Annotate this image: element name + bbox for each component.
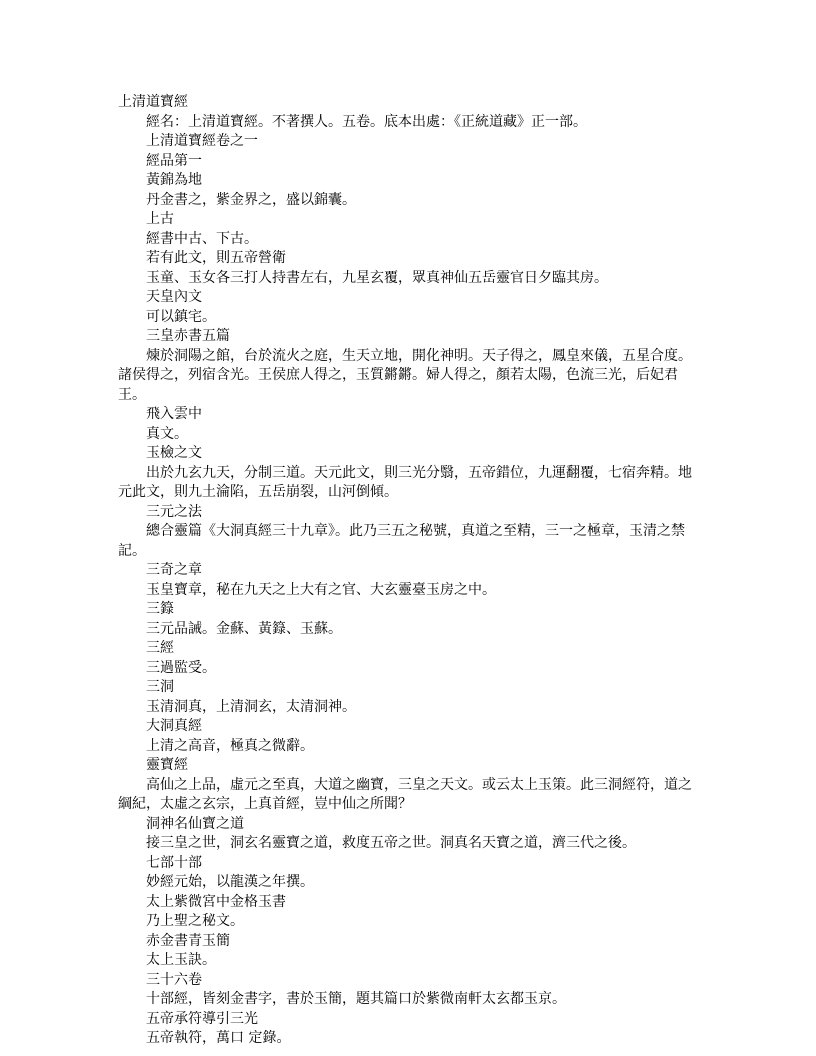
text-line: 飛入雲中	[146, 406, 202, 422]
text-line: 赤金書青玉簡	[146, 932, 230, 949]
text-line: 天皇內文	[146, 289, 202, 305]
text-line: 三經	[146, 640, 174, 656]
document-title: 上清道寶經	[118, 94, 188, 110]
text-line: 乃上聖之秘文。	[146, 913, 244, 929]
text-line: 太上紫微宮中金格玉書	[146, 893, 286, 910]
text-line: 三元品誡。金蘇、黃籙、玉蘇。	[146, 620, 342, 637]
text-line: 丹金書之，紫金界之，盛以錦囊。	[146, 191, 356, 208]
text-line: 五帝執符，萬口 定錄。	[146, 1030, 291, 1046]
text-line: 經名：上清道寶經。不著撰人。五卷。底本出處：《正統道藏》正一部。	[146, 113, 587, 130]
text-line: 煉於洞陽之館，台於流火之庭，生天立地，開化神明。天子得之，鳳皇來儀，五星合度。諸侯得之，列宿含光。王侯庶人得之，玉質鏘鏘。婦人得之，顏若太陽，色流三光，后妃君王。	[118, 347, 692, 403]
text-line: 接三皇之世，洞玄名靈寶之道，救度五帝之世。洞真名天寶之道，濟三代之後。	[146, 835, 636, 851]
text-line: 上清道寶經卷之一	[146, 133, 258, 149]
text-line: 經書中古、下古。	[146, 230, 258, 247]
text-line: 三皇赤書五篇	[146, 328, 230, 344]
text-line: 總合靈篇《大洞真經三十九章》。此乃三五之秘號，真道之至精，三一之極章，玉清之禁記。	[118, 523, 685, 559]
text-line: 太上玉訣。	[146, 952, 216, 968]
text-line: 玉檢之文	[146, 445, 202, 461]
text-line: 高仙之上品，虛元之至真，大道之幽寶，三皇之天文。或云太上玉策。此三洞經符，道之綱紀，太虛之玄宗，上真首經，豈中仙之所聞？	[118, 776, 692, 812]
text-line: 可以鎮宅。	[146, 308, 216, 325]
text-line: 三奇之章	[146, 562, 202, 578]
text-line: 七部十部	[146, 854, 202, 871]
text-line: 五帝承符導引三光	[146, 1010, 258, 1027]
text-line: 玉清洞真，上清洞玄，太清洞神。	[146, 698, 356, 715]
text-line: 十部經，皆刻金書字，書於玉簡，題其篇口於紫微南軒太玄都玉京。	[146, 991, 566, 1007]
text-line: 三元之法	[146, 503, 202, 520]
text-line: 靈寶經	[146, 757, 188, 773]
document-page	[118, 93, 702, 1049]
text-line: 妙經元始，以龍漢之年撰。	[146, 874, 314, 890]
text-line: 三洞	[146, 679, 174, 695]
text-line: 若有此文，則五帝營衛	[146, 250, 286, 266]
text-line: 玉童、玉女各三打人持書左右，九星玄覆，眾真神仙五岳靈官日夕臨其房。	[146, 269, 608, 286]
text-line: 出於九玄九天，分制三道。天元此文，則三光分翳，五帝錯位，九運翻覆，七宿奔精。地元此文，則九土淪陷，五岳崩裂，山河倒傾。	[118, 464, 692, 500]
text-line: 上清之高音，極真之微辭。	[146, 737, 314, 754]
text-line: 玉皇寶章，秘在九天之上大有之官、大玄靈臺玉房之中。	[146, 581, 496, 598]
text-line: 洞神名仙寶之道	[146, 815, 244, 832]
text-line: 上古	[146, 211, 174, 227]
text-line: 經品第一	[146, 152, 202, 169]
text-line: 三籙	[146, 601, 174, 617]
text-line: 真文。	[146, 425, 188, 442]
text-line: 三過監受。	[146, 659, 216, 676]
text-line: 黃錦為地	[146, 172, 202, 188]
text-line: 大洞真經	[146, 718, 202, 734]
text-line: 三十六卷	[146, 971, 202, 988]
